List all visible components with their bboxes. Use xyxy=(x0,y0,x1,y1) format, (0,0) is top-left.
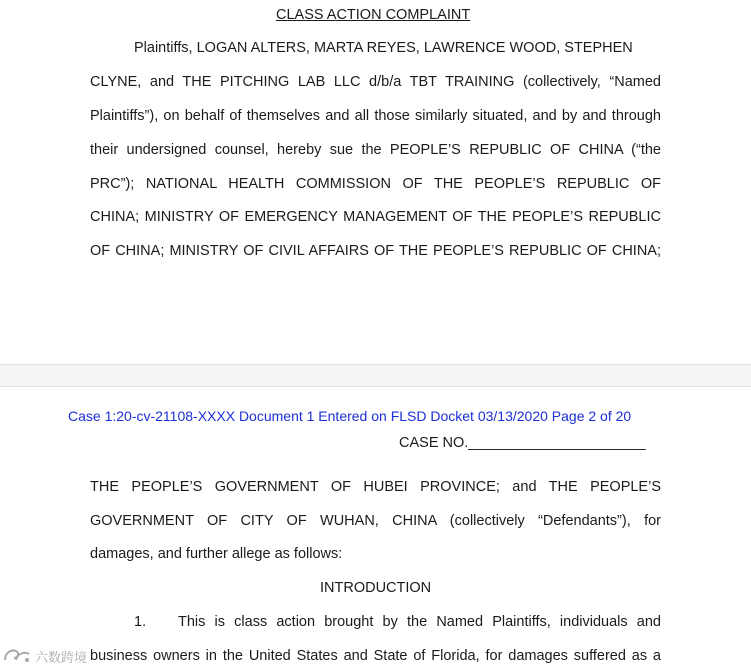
body-line-6: CHINA; MINISTRY OF EMERGENCY MANAGEMENT OF THE PEOPLE’S REPUBLIC xyxy=(90,209,661,225)
body-line-1: Plaintiffs, LOGAN ALTERS, MARTA REYES, LAWRENCE WOOD, STEPHEN xyxy=(134,40,633,56)
page-2 xyxy=(0,386,751,671)
section-heading: INTRODUCTION xyxy=(320,580,432,596)
body-line-3: Plaintiffs”), on behalf of themselves and all those similarly situated, and by and through xyxy=(90,108,661,124)
paragraph-line-1: This is class action brought by the Named Plaintiffs, individuals and xyxy=(178,614,661,630)
page2-line-2: GOVERNMENT OF CITY OF WUHAN, CHINA (collectively “Defendants”), for xyxy=(90,513,661,529)
body-line-4: their undersigned counsel, hereby sue the PEOPLE’S REPUBLIC OF CHINA (“the xyxy=(90,142,661,158)
brand-logo-icon xyxy=(2,646,32,666)
page-separator xyxy=(0,365,751,386)
paragraph-number: 1. xyxy=(134,614,147,630)
case-number: CASE NO.______________________ xyxy=(399,435,646,451)
body-line-7: OF CHINA; MINISTRY OF CIVIL AFFAIRS OF THE PEOPLE’S REPUBLIC OF CHINA; xyxy=(90,243,661,259)
body-line-2: CLYNE, and THE PITCHING LAB LLC d/b/a TBT TRAINING (collectively, “Named xyxy=(90,74,661,90)
paragraph-line-2: business owners in the United States and State of Florida, for damages suffered as a xyxy=(90,648,661,664)
complaint-title: CLASS ACTION COMPLAINT xyxy=(276,7,471,23)
page2-line-3: damages, and further allege as follows: xyxy=(90,546,343,562)
watermark-text: 六数跨境 xyxy=(35,649,88,665)
docket-header: Case 1:20-cv-21108-XXXX Document 1 Entered on FLSD Docket 03/13/2020 Page 2 of 20 xyxy=(68,408,632,424)
watermark xyxy=(2,646,87,666)
body-line-5: PRC”); NATIONAL HEALTH COMMISSION OF THE PEOPLE’S REPUBLIC OF xyxy=(90,176,661,192)
page2-line-1: THE PEOPLE’S GOVERNMENT OF HUBEI PROVINCE; and THE PEOPLE’S xyxy=(90,479,661,495)
